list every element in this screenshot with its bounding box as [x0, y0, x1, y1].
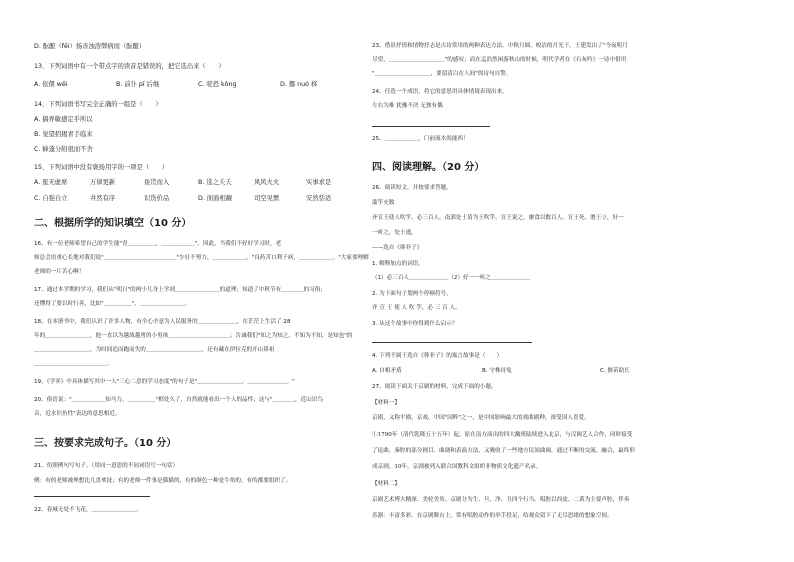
section-4-heading: 四、阅读理解。（20 分）: [372, 162, 485, 173]
q15-d-word-2: 司空见惯: [254, 195, 280, 202]
q23-line-2: 尽望，＿＿＿＿＿＿＿＿＿＿"的感叹；而在孟浩然闲游秋山的时候，明代学者在《石灰吟》一诗中借用: [372, 57, 627, 63]
question-27: 27、阅读下面关于京剧的材料，完成下面的小题。: [372, 384, 497, 390]
material-2-label: 【材料二】: [372, 481, 400, 487]
passage-line-2: 一听之，处士逃。: [372, 230, 417, 236]
material-2-line-1: 京剧艺术博大精深、美轮美奂。京剧分为生、旦、净、丑四个行当。唱腔以西皮、二黄为主要声腔，伴奏: [372, 497, 630, 503]
subquestion-4: 4. 下列不属于选自《韩非子》的寓言故事是（ ）: [372, 353, 503, 359]
question-25: 25、＿＿＿＿＿＿，门前流水尚能西！: [372, 136, 469, 142]
material-1-line-4: 成京剧。10年，京剧被列入联合国教科文组织非物质文化遗产名录。: [372, 464, 542, 470]
q16-line-3: 老师的一片苦心啊！: [34, 269, 85, 275]
subquestion-1: 1. 解释加点的词语。: [372, 261, 424, 267]
question-24: 24、任选一个成语，将它的意思用具体情境表现出来。: [372, 89, 508, 95]
q15-b-word-2: 风风火火: [254, 179, 280, 186]
q18-line-2: 年的＿＿＿＿＿＿＿＿，他一直以为越战越勇的小男孩＿＿＿＿＿＿＿＿＿＿＿；告诫我们"知之为知之，不知为不知，是知也"的: [34, 333, 353, 339]
subquestion-2: 2. 为下面句子划两个停顿符号。: [372, 291, 452, 297]
q13-option-d[interactable]: D. 挪 nuó 移: [280, 81, 318, 88]
material-1-label: 【材料一】: [372, 400, 400, 406]
subquestion-1-blanks[interactable]: （1）必三百人＿＿＿＿＿＿＿（2）好一一听之＿＿＿＿＿＿＿: [372, 275, 531, 281]
q18-line-3: ＿＿＿＿＿＿＿＿＿＿，为时间追而跑而失的＿＿＿＿＿＿＿＿＿＿，还有藏在伊拉克的开山鼻祖: [34, 347, 275, 353]
q23-line-1: 23、借景抒情和情物抒志是古诗常用的两种表达方法。中秋月圆，皎洁的月光下，王建发出了"今夜明月: [372, 43, 628, 49]
q14-option-a[interactable]: A. 搞弄敏感定乎所以: [34, 116, 93, 123]
q18-line-4: ＿＿＿＿＿＿＿＿＿＿＿＿＿。: [34, 361, 113, 367]
q14-option-b[interactable]: B. 觉望招揭青手临来: [34, 131, 93, 138]
question-15: 15、下列词语中没有褒扬用字的一项是（ ）: [34, 164, 168, 171]
section-3-heading: 三、按要求完成句子。（10 分）: [34, 438, 177, 449]
q14-option-c[interactable]: C. 蜂蓬分附很而不舍: [34, 146, 93, 153]
sq4-option-b[interactable]: B. 守株待兔: [482, 368, 512, 374]
question-22: 22、春城无处不飞花，＿＿＿＿＿＿＿＿。: [34, 507, 142, 513]
q24-answer-line[interactable]: [372, 126, 490, 127]
material-2-line-2: 乐器：丰富多彩。在京剧舞台上，常有唱腔动作的举手投足，给观众留下了无尽思绪的想象空间。: [372, 513, 613, 519]
question-14: 14、下列词语书写完全正确的一组是（ ）: [34, 101, 162, 108]
q23-line-3: "＿＿＿＿＿＿＿＿＿＿，要留清白在人间"的诗句自警。: [372, 71, 512, 77]
q17-line-1: 17、通过本学期的学习，我们从"明日"的两小儿身上学到＿＿＿＿＿＿＿＿的道理；知道了中秋节有＿＿＿＿的习俗；: [34, 287, 326, 293]
sq4-option-a[interactable]: A. 自相矛盾: [372, 368, 402, 374]
q15-a-word-2: 万律更新: [90, 179, 116, 186]
material-1-line-3: 了昆曲、秦腔的部分剧目、曲调和表演方法，又吸收了一些地方民间曲调，通过不断的交流、融合，最终形: [372, 448, 635, 454]
q15-c-word-2: 井然有序: [90, 195, 116, 202]
material-1-line-2: ①1790年（清代乾隆五十五年）起，原在南方演出的四大徽班陆续进入北京，与汉调艺人合作，同时接受: [372, 432, 633, 438]
q13-option-b[interactable]: B. 前仆 pī 后继: [116, 81, 160, 88]
passage-source: ——选自《韩非子》: [372, 245, 423, 251]
q24-idiom-list: 左右为难 犹豫不决 无独有偶: [372, 103, 443, 109]
q15-d-word-1[interactable]: D. 面面相觑: [198, 195, 233, 202]
q21-example: 例：有的老师被理想比几喜欢抚；有的老师一件事是猫猫的，有的颜色一种是牛角的，有的都要组织了。: [34, 478, 292, 484]
q15-a-word-3: 鱼贯而入: [144, 179, 170, 186]
q15-d-word-3: 安然恬适: [306, 195, 332, 202]
passage-line-1: 齐宣王使人吹竽，必三百人。南郭处士请为王吹竽，宣王说之，廪食以数百人。宣王死，湣王立，好一: [372, 215, 624, 221]
question-19: 19、《学弈》中具体描写其中一人"三心二意的学习态度"的句子是"＿＿＿＿＿＿＿＿，＿＿＿＿＿＿＿。": [34, 379, 295, 385]
q12-option-d: D. 酝酿（fěi）扬善浊溶弊病而（酝酿）: [34, 43, 146, 50]
q15-c-word-1[interactable]: C. 自强自立: [34, 195, 68, 202]
material-1-line-1: 京剧，又称平剧、京戏，中国"国粹"之一，是中国影响最大的戏曲剧种，深受国人喜爱。: [372, 415, 590, 421]
subquestion-3-answer-line[interactable]: [372, 342, 532, 343]
left-column: [34, 0, 374, 562]
q20-line-1: 20、俗语说："＿＿＿＿＿＿知马力，＿＿＿＿＿"相处久了，自然就能看出一个人的品性；这与"＿＿＿＿，近山识鸟: [34, 397, 323, 403]
q21-answer-line[interactable]: [34, 496, 150, 497]
q18-line-1: 18、在本册书中，我们认识了许多人物，有全心全意为人民服务的＿＿＿＿＿＿＿，在茫茫上生活了 28: [34, 319, 291, 325]
q16-line-2: 师总会语重心长地对我们说"＿＿＿＿＿＿＿＿＿＿＿＿＿"少壮不努力，＿＿＿＿＿＿。"良药苦口利于病，＿＿＿＿＿＿。"大家要理解: [34, 255, 369, 261]
question-21: 21、仿照例句写句子。（用同一意思的不同词语写一句话）: [34, 463, 179, 469]
q20-line-2: 音，近水识鱼性"表达的意思相近。: [34, 411, 121, 417]
q15-a-word-1[interactable]: A. 座无虚席: [34, 179, 68, 186]
sq4-option-c[interactable]: C. 揠苗助长: [600, 368, 630, 374]
question-13: 13、下列词语中有一个带点字的读音是错误的，把它选出来（ ）: [34, 63, 225, 70]
q17-line-2: 还懂得了要以时行善，比如"＿＿＿＿＿"，＿＿＿＿＿＿＿＿。: [34, 301, 191, 307]
q15-c-word-3: 识货价品: [144, 195, 170, 202]
question-26: 26、阅读短文，并按要求答题。: [372, 185, 452, 191]
q15-b-word-1[interactable]: B. 选之夭夭: [198, 179, 232, 186]
right-column: [372, 0, 762, 562]
subquestion-2-sentence: 齐 宣 王 使 人 吹 竽，必 三 百 人。: [372, 305, 461, 311]
q13-option-c[interactable]: C. 嗟恐 kǒng: [198, 81, 237, 88]
q16-line-1: 16、有一位老师希望自己的学生能"青＿＿＿＿＿，＿＿＿＿＿＿"。因此，当我们不好好学习时，老: [34, 241, 282, 247]
section-2-heading: 二、根据所学的知识填空（10 分）: [34, 218, 192, 229]
q13-option-a[interactable]: A. 依偎 wēi: [34, 81, 68, 88]
subquestion-3: 3. 从这个故事中你得到什么启示？: [372, 321, 458, 327]
q15-b-word-3: 实事求是: [306, 179, 332, 186]
passage-title: 滥竽充数: [372, 200, 395, 206]
